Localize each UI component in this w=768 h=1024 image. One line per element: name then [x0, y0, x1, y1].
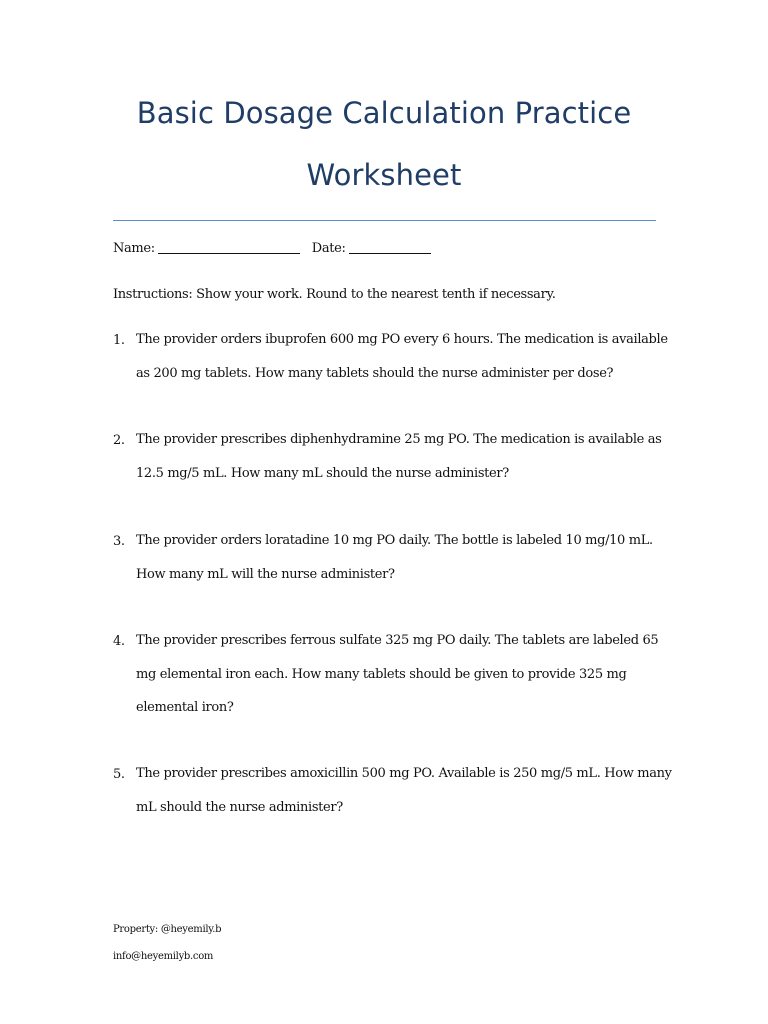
question-text: The provider prescribes ferrous sulfate 325 mg PO daily. The tablets are labeled 65 mg elemental iron each. How many tablets should be given to provide 325 mg elemental iron? — [136, 633, 659, 715]
question-item — [113, 634, 673, 725]
question-text: The provider orders loratadine 10 mg PO daily. The bottle is labeled 10 mg/10 mL. How many mL will the nurse administer? — [136, 533, 653, 582]
question-item — [113, 433, 673, 490]
question-item — [113, 767, 673, 824]
footer-property: Property: @heyemily.b — [113, 924, 222, 935]
date-blank-line[interactable] — [349, 241, 431, 254]
footer-email: info@heyemilyb.com — [113, 951, 214, 962]
question-number: 5. — [113, 767, 125, 782]
question-number: 2. — [113, 433, 125, 448]
page-title-line-1: Basic Dosage Calculation Practice — [136, 96, 632, 130]
question-item — [113, 333, 673, 390]
question-text: The provider orders ibuprofen 600 mg PO every 6 hours. The medication is available as 200 mg tablets. How many tablets should the nurse administer per dose? — [136, 332, 668, 381]
question-number: 4. — [113, 634, 125, 649]
question-number: 3. — [113, 534, 125, 549]
title-divider — [113, 220, 656, 221]
name-date-row — [113, 241, 431, 256]
name-label: Name: — [113, 241, 155, 256]
instructions-text: Instructions: Show your work. Round to the nearest tenth if necessary. — [113, 287, 556, 302]
date-label: Date: — [311, 241, 346, 256]
question-item — [113, 534, 673, 591]
page-title-line-2: Worksheet — [306, 158, 462, 192]
question-number: 1. — [113, 333, 125, 348]
question-text: The provider prescribes diphenhydramine 25 mg PO. The medication is available as 12.5 mg/5 mL. How many mL should the nurse administer? — [136, 432, 662, 481]
name-blank-line[interactable] — [158, 241, 300, 254]
question-text: The provider prescribes amoxicillin 500 mg PO. Available is 250 mg/5 mL. How many mL should the nurse administer? — [136, 766, 672, 815]
